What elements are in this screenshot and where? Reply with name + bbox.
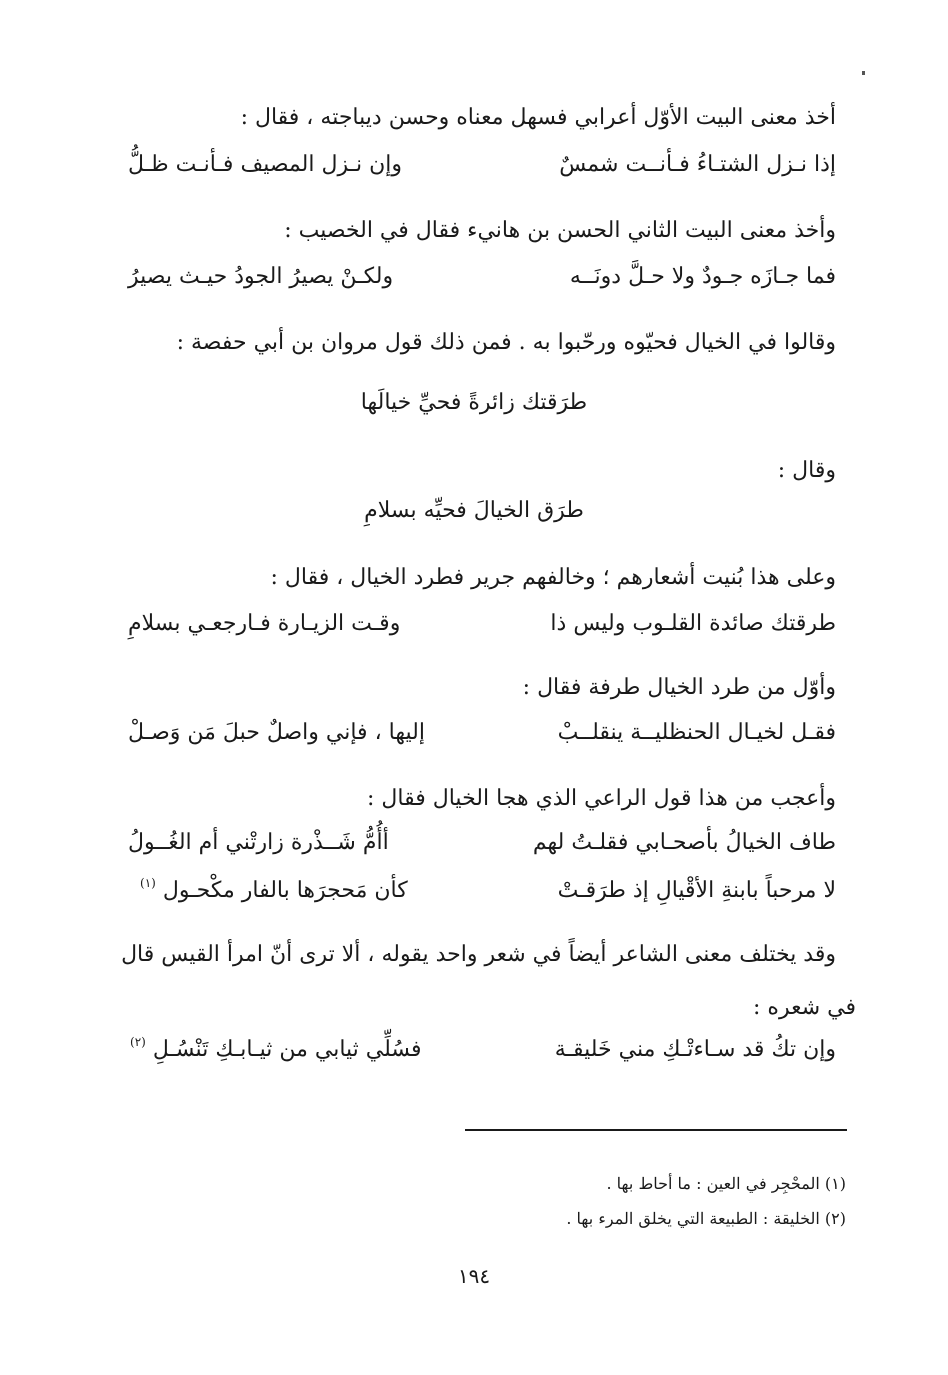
footnote-marker: (١) — [140, 876, 156, 890]
verse-first-hemistich: فما جـازَه جـودٌ ولا حـلَّ دونَــه — [569, 264, 836, 289]
centered-verse: طرَق الخيالَ فحيِّه بسلامِ — [364, 498, 584, 523]
footnote: (٢) الخليقة : الطبيعة التي يخلق المرء بها . — [566, 1209, 846, 1228]
verse-first-hemistich: لا مرحباً بابنةِ الأقْيالِ إذ طرَقـتْ — [557, 878, 836, 903]
centered-verse: طرَقتك زائرةً فحيِّ خيالَها — [360, 390, 588, 415]
verse-first-hemistich: طاف الخيالُ بأصحـابي فقلـتُ لهم — [532, 830, 836, 855]
verse-first-hemistich: فقـل لخيـال الحنظليــة ينقلــبْ — [557, 720, 836, 745]
prose-line: وأوّل من طرد الخيال طرفة فقال : — [522, 675, 836, 700]
verse-second-hemistich: وإن نـزل المصيف فـأنـت ظـلُّ — [128, 152, 403, 177]
verse-second-hemistich: وقـت الزيـارة فـارجعـي بسلامِ — [128, 611, 401, 636]
verse-first-hemistich: إذا نـزل الشتـاءُ فـأنــت شمسٌ — [559, 152, 836, 177]
page-number: ١٩٤ — [457, 1264, 491, 1288]
prose-line: وقال : — [777, 458, 836, 483]
verse-second-hemistich: أأُمُّ شَــذْرة زارتْني أم الغُــولُ — [128, 830, 389, 855]
verse-second-hemistich: ولكـنْ يصيرُ الجودُ حيـث يصيرُ — [128, 264, 394, 289]
footnote-marker: (٢) — [130, 1035, 146, 1049]
prose-line: وعلى هذا بُنيت أشعارهم ؛ وخالفهم جرير فطرد الخيال ، فقال : — [270, 565, 836, 590]
verse-second-hemistich — [130, 1035, 422, 1067]
scan-speck — [862, 71, 865, 75]
prose-line: وقالوا في الخيال فحيّوه ورحّبوا به . فمن ذلك قول مروان بن أبي حفصة : — [176, 330, 836, 355]
verse-text: فسُلِّي ثيابي من ثيـابـكِ تَنْسُـلِ — [152, 1037, 422, 1062]
verse-first-hemistich: طرقتك صائدة القلـوب وليس ذا — [550, 611, 836, 636]
prose-line: وأعجب من هذا قول الراعي الذي هجا الخيال فقال : — [367, 786, 836, 811]
verse-second-hemistich — [140, 876, 408, 908]
prose-line: وأخذ معنى البيت الثاني الحسن بن هانيء فقال في الخصيب : — [284, 218, 836, 243]
footnote: (١) المحْجِر في العين : ما أحاط بها . — [606, 1174, 846, 1193]
verse-second-hemistich: إليها ، فإني واصلٌ حبلَ مَن وَصـلْ — [128, 720, 425, 745]
footnote-separator — [465, 1129, 847, 1131]
verse-first-hemistich: وإن تكُ قد سـاءتْـكِ مني خَليقـة — [554, 1037, 836, 1062]
verse-text: كأن مَحجرَها بالفار مكْحـول — [162, 878, 408, 903]
prose-line: أخذ معنى البيت الأوّل أعرابي فسهل معناه وحسن ديباجته ، فقال : — [240, 105, 836, 130]
prose-line: وقد يختلف معنى الشاعر أيضاً في شعر واحد يقوله ، ألا ترى أنّ امرأ القيس قال — [121, 942, 836, 967]
prose-line: في شعره : — [753, 995, 856, 1020]
